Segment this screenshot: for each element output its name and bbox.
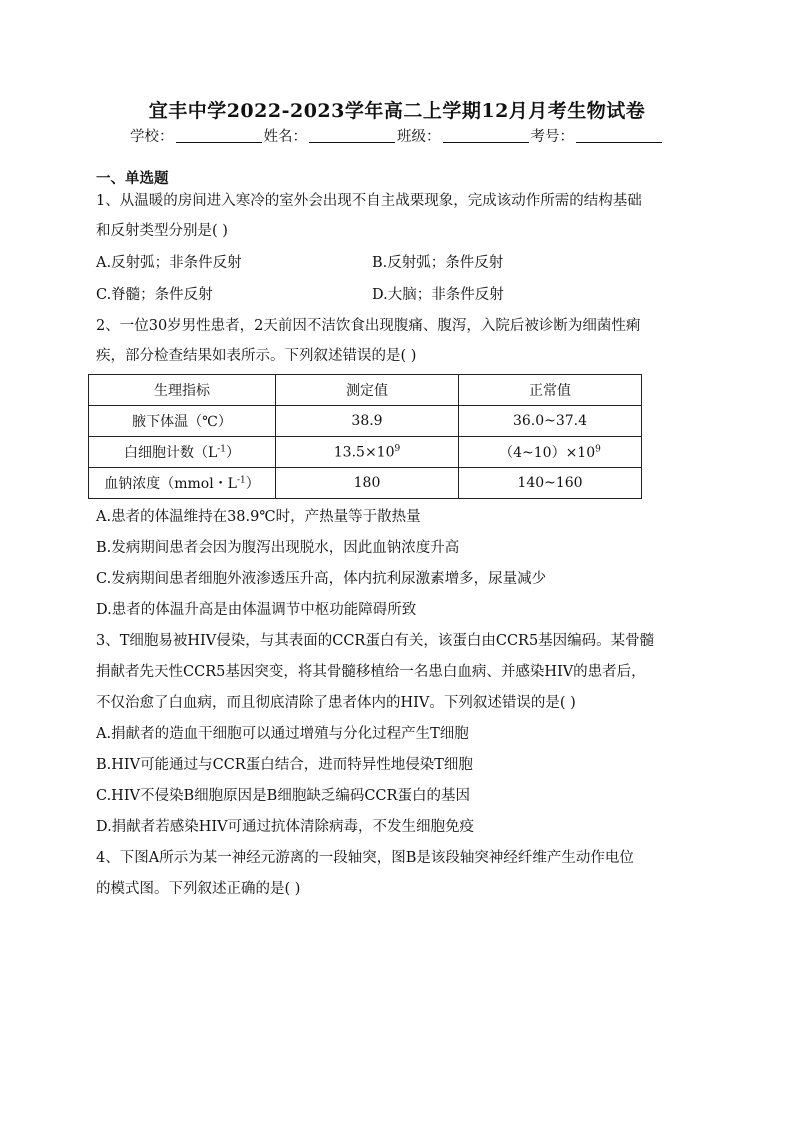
class-blank[interactable] <box>443 128 529 143</box>
cell-text: 13.5×10 <box>333 444 395 461</box>
q1-option-a: A.反射弧；非条件反射 <box>96 255 242 271</box>
q1-option-c: C.脊髓；条件反射 <box>96 287 213 303</box>
table-cell: 38.9 <box>276 406 459 437</box>
q3-option-c: C.HIV不侵染B细胞原因是B细胞缺乏编码CCR蛋白的基因 <box>96 788 470 804</box>
q2-stem-line2: 疾，部分检查结果如表所示。下列叙述错误的是( ) <box>96 348 417 364</box>
table-cell: 36.0~37.4 <box>459 406 642 437</box>
table-cell: 180 <box>276 468 459 499</box>
q2-option-a: A.患者的体温维持在38.9℃时，产热量等于散热量 <box>96 509 421 525</box>
cell-superscript: 9 <box>394 443 401 454</box>
table-row <box>89 437 642 468</box>
q2-option-b: B.发病期间患者会因为腹泻出现脱水，因此血钠浓度升高 <box>96 540 460 556</box>
cell-text: ） <box>245 476 260 492</box>
q3-option-a: A.捐献者的造血干细胞可以通过增殖与分化过程产生T细胞 <box>96 726 469 742</box>
q3-option-d: D.捐献者若感染HIV可通过抗体清除病毒，不发生细胞免疫 <box>96 819 475 835</box>
name-blank[interactable] <box>309 128 395 143</box>
table-row <box>89 468 642 499</box>
q3-stem-line3: 不仅治愈了白血病，而且彻底清除了患者体内的HIV。下列叙述错误的是( ) <box>96 695 576 711</box>
cell-text: 白细胞计数（L <box>123 445 218 461</box>
table-row <box>89 406 642 437</box>
cell-superscript: -1 <box>217 444 227 455</box>
exam-title: 宜丰中学2022-2023学年高二上学期12月月考生物试卷 <box>148 100 646 122</box>
table-cell: 腋下体温（℃） <box>89 406 276 437</box>
q1-option-b: B.反射弧；条件反射 <box>372 255 504 271</box>
class-label: 班级： <box>397 129 441 145</box>
cell-superscript: 9 <box>595 444 601 455</box>
cell-text: （4~10）×10 <box>499 445 596 461</box>
table-header: 生理指标 <box>89 375 276 406</box>
section-heading: 一、单选题 <box>96 170 169 187</box>
school-label: 学校： <box>130 129 174 145</box>
q3-option-b: B.HIV可能通过与CCR蛋白结合，进而特异性地侵染T细胞 <box>96 757 473 773</box>
number-blank[interactable] <box>576 128 662 143</box>
q3-stem-line2: 捐献者先天性CCR5基因突变，将其骨髓移植给一名患白血病、并感染HIV的患者后， <box>96 664 646 680</box>
cell-text: ） <box>226 445 241 461</box>
name-label: 姓名： <box>263 129 307 145</box>
q4-stem-line2: 的模式图。下列叙述正确的是( ) <box>96 881 301 897</box>
q1-option-d: D.大脑；非条件反射 <box>372 287 504 303</box>
q1-stem-line2: 和反射类型分别是( ) <box>96 223 228 239</box>
q4-stem-line1: 4、下图A所示为某一神经元游离的一段轴突，图B是该段轴突神经纤维产生动作电位 <box>96 850 634 866</box>
school-blank[interactable] <box>176 128 262 143</box>
q1-stem-line1: 1、从温暖的房间进入寒冷的室外会出现不自主战栗现象，完成该动作所需的结构基础 <box>96 193 642 209</box>
q2-stem-line1: 2、一位30岁男性患者，2天前因不洁饮食出现腹痛、腹泻，入院后被诊断为细菌性痢 <box>96 318 641 334</box>
table-cell <box>89 468 276 499</box>
table-cell <box>459 437 642 468</box>
table-cell <box>276 437 459 468</box>
cell-superscript: -1 <box>236 475 246 486</box>
q3-stem-line1: 3、T细胞易被HIV侵染，与其表面的CCR蛋白有关，该蛋白由CCR5基因编码。某骨髓 <box>96 633 655 649</box>
q2-option-c: C.发病期间患者细胞外液渗透压升高，体内抗利尿激素增多，尿量减少 <box>96 571 547 587</box>
table-cell <box>89 437 276 468</box>
table-header: 正常值 <box>459 375 642 406</box>
table-header-row <box>89 375 642 406</box>
number-label: 考号： <box>530 129 574 145</box>
student-info-line <box>0 125 794 146</box>
physiology-table <box>88 374 642 499</box>
table-cell: 140~160 <box>459 468 642 499</box>
q2-option-d: D.患者的体温升高是由体温调节中枢功能障碍所致 <box>96 602 417 618</box>
cell-text: 血钠浓度（mmol・L <box>104 476 237 492</box>
table-header: 测定值 <box>276 375 459 406</box>
